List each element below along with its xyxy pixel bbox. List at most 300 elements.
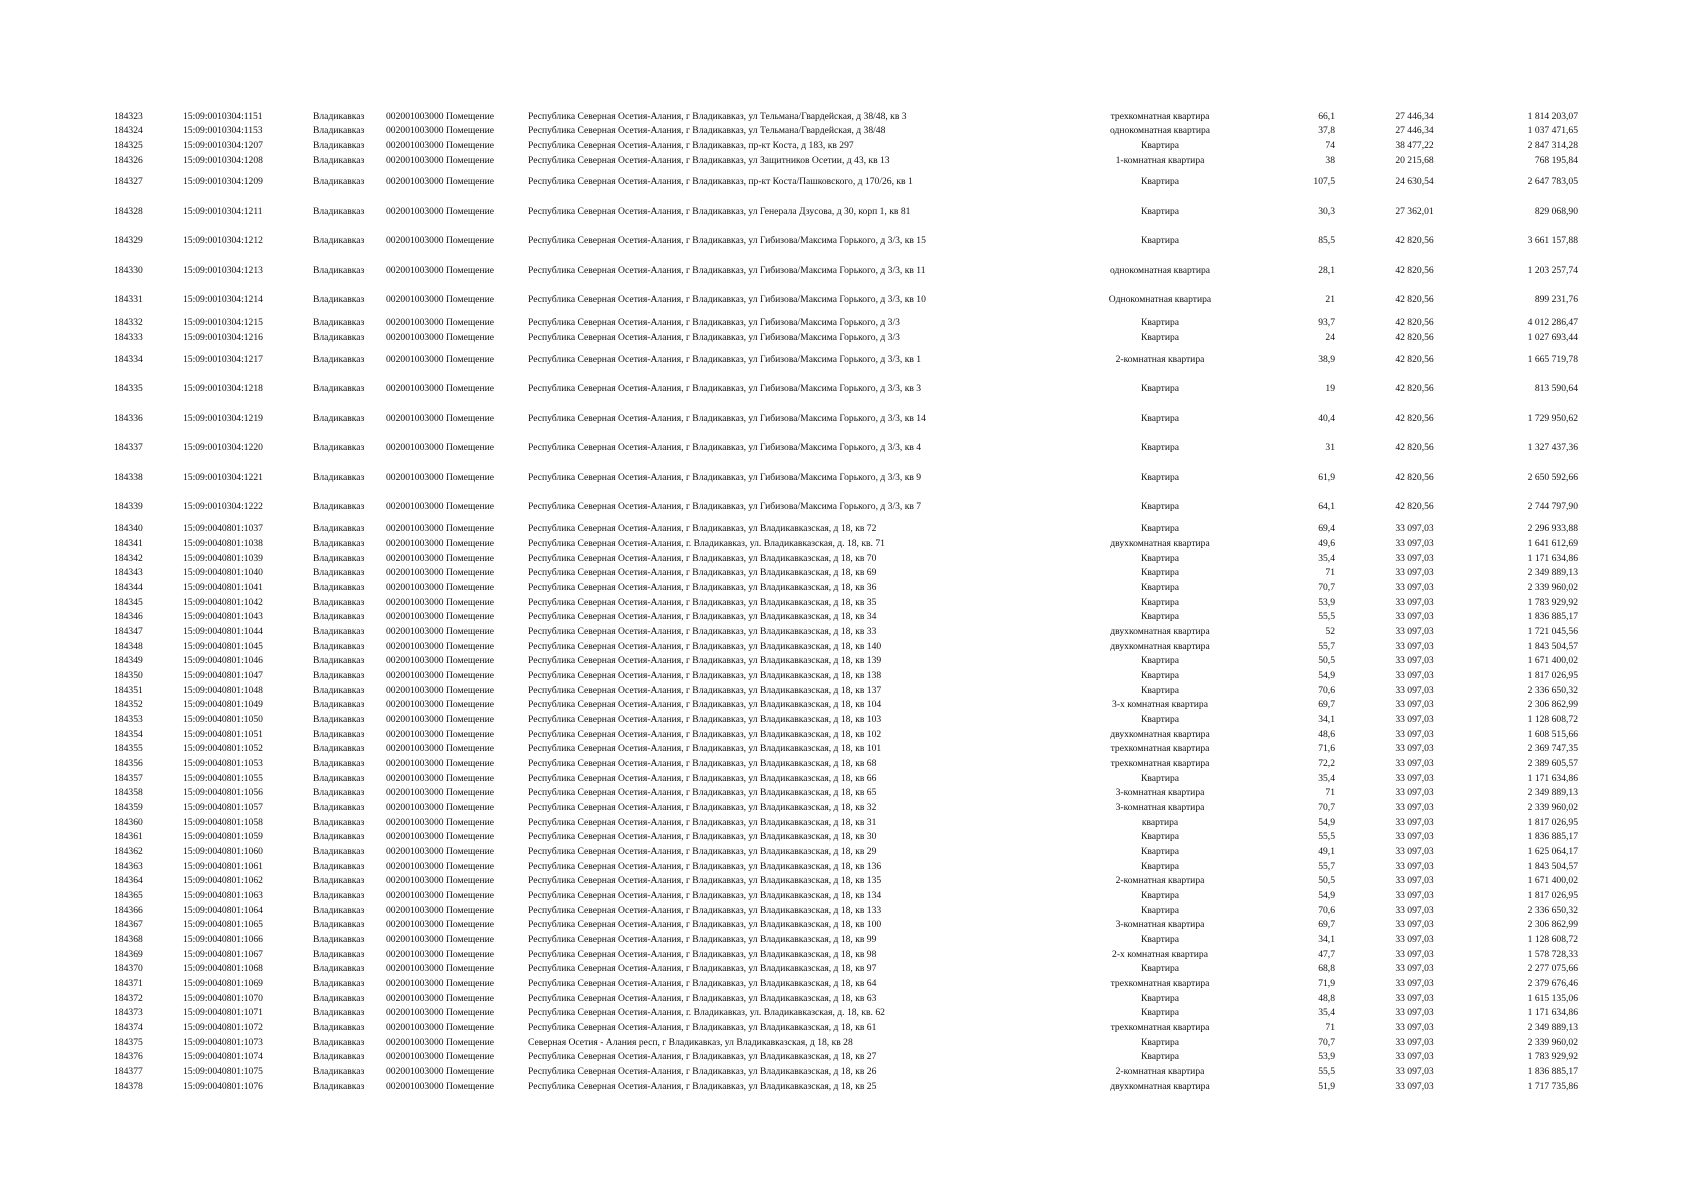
cell-area: 53,9 — [1318, 597, 1335, 608]
cell-city: Владикавказ — [313, 140, 365, 151]
table-row — [0, 918, 1697, 932]
cell-cadastral-cost: 1 171 634,86 — [1527, 773, 1578, 784]
cell-city: Владикавказ — [313, 978, 365, 989]
table-row — [0, 471, 1697, 485]
cell-cadastral-number: 15:09:0040801:1066 — [183, 934, 263, 945]
cell-cadastral-number: 15:09:0040801:1046 — [183, 655, 263, 666]
cell-cadastral-cost: 2 339 960,02 — [1527, 1037, 1578, 1048]
cell-city: Владикавказ — [313, 413, 365, 424]
cell-address: Республика Северная Осетия-Алания, г Владикавказ, ул Владикавказская, д 18, кв 135 — [528, 875, 882, 886]
table-row — [0, 1050, 1697, 1064]
cell-object-type: Квартира — [1140, 413, 1180, 424]
cell-city: Владикавказ — [313, 699, 365, 710]
cell-row-id: 184331 — [114, 294, 143, 305]
cell-address: Республика Северная Осетия-Алания, г Владикавказ, ул Гибизова/Максима Горького, д 3/3, кв 1 — [528, 354, 922, 365]
cell-address: Республика Северная Осетия-Алания, г Владикавказ, ул Владикавказская, д 18, кв 26 — [528, 1066, 877, 1077]
cell-row-id: 184336 — [114, 413, 143, 424]
cell-object-type: Квартира — [1140, 523, 1180, 534]
cell-row-id: 184363 — [114, 861, 143, 872]
cell-address: Республика Северная Осетия-Алания, г Владикавказ, ул Владикавказская, д 18, кв 140 — [528, 641, 882, 652]
cell-cadastral-number: 15:09:0010304:1209 — [183, 176, 263, 187]
cell-city: Владикавказ — [313, 265, 365, 276]
cell-address: Республика Северная Осетия-Алания, г Владикавказ, ул Владикавказская, д 18, кв 138 — [528, 670, 882, 681]
cell-cadastral-number: 15:09:0040801:1058 — [183, 817, 263, 828]
cell-object-type: двухкомнатная квартира — [1110, 538, 1210, 549]
cell-object-code: 002001003000 Помещение — [386, 626, 495, 637]
cell-row-id: 184358 — [114, 787, 143, 798]
cell-unit-price: 27 446,34 — [1395, 111, 1434, 122]
cell-object-type: Квартира — [1140, 206, 1180, 217]
cell-city: Владикавказ — [313, 919, 365, 930]
cell-unit-price: 33 097,03 — [1395, 538, 1434, 549]
cell-row-id: 184328 — [114, 206, 143, 217]
cell-unit-price: 33 097,03 — [1395, 523, 1434, 534]
cell-address: Республика Северная Осетия-Алания, г Владикавказ, ул Владикавказская, д 18, кв 137 — [528, 685, 882, 696]
cell-object-code: 002001003000 Помещение — [386, 442, 495, 453]
cell-row-id: 184370 — [114, 963, 143, 974]
cell-cadastral-cost: 1 615 135,06 — [1527, 993, 1578, 1004]
table-row — [0, 889, 1697, 903]
cell-unit-price: 33 097,03 — [1395, 846, 1434, 857]
table-row — [0, 640, 1697, 654]
cell-object-code: 002001003000 Помещение — [386, 802, 495, 813]
cell-cadastral-cost: 2 349 889,13 — [1527, 1022, 1578, 1033]
table-row — [0, 566, 1697, 580]
cell-city: Владикавказ — [313, 111, 365, 122]
cell-row-id: 184347 — [114, 626, 143, 637]
cell-unit-price: 33 097,03 — [1395, 758, 1434, 769]
cell-address: Республика Северная Осетия-Алания, г Владикавказ, ул Гибизова/Максима Горького, д 3/3, кв 15 — [528, 235, 926, 246]
cell-address: Республика Северная Осетия-Алания, г Владикавказ, ул Гибизова/Максима Горького, д 3/3, кв 11 — [528, 265, 926, 276]
cell-object-code: 002001003000 Помещение — [386, 176, 495, 187]
cell-cadastral-number: 15:09:0040801:1064 — [183, 905, 263, 916]
table-row — [0, 904, 1697, 918]
cell-unit-price: 33 097,03 — [1395, 963, 1434, 974]
cell-city: Владикавказ — [313, 787, 365, 798]
cell-row-id: 184371 — [114, 978, 143, 989]
cell-address: Республика Северная Осетия-Алания, г Владикавказ, ул Гибизова/Максима Горького, д 3/3, кв 14 — [528, 413, 926, 424]
cell-object-type: Квартира — [1140, 176, 1180, 187]
cell-cadastral-number: 15:09:0040801:1044 — [183, 626, 263, 637]
cell-row-id: 184364 — [114, 875, 143, 886]
cell-row-id: 184335 — [114, 383, 143, 394]
cell-object-type: 3-комнатная квартира — [1115, 919, 1205, 930]
table-row — [0, 698, 1697, 712]
cell-area: 50,5 — [1318, 655, 1335, 666]
cell-object-type: Квартира — [1140, 317, 1180, 328]
cell-address: Республика Северная Осетия-Алания, г. Владикавказ, ул. Владикавказская, д. 18, кв. 62 — [528, 1007, 885, 1018]
cell-unit-price: 38 477,22 — [1395, 140, 1434, 151]
table-row — [0, 992, 1697, 1006]
cell-area: 70,7 — [1318, 802, 1335, 813]
cell-cadastral-cost: 1 817 026,95 — [1527, 670, 1578, 681]
cell-unit-price: 33 097,03 — [1395, 626, 1434, 637]
cell-city: Владикавказ — [313, 817, 365, 828]
cell-cadastral-cost: 2 339 960,02 — [1527, 802, 1578, 813]
cell-address: Республика Северная Осетия-Алания, г. Владикавказ, ул. Владикавказская, д. 18, кв. 71 — [528, 538, 885, 549]
cell-area: 70,6 — [1318, 905, 1335, 916]
table-row — [0, 316, 1697, 330]
table-row — [0, 139, 1697, 153]
cell-address: Республика Северная Осетия-Алания, г Владикавказ, ул Гибизова/Максима Горького, д 3/3 — [528, 317, 900, 328]
table-row — [0, 175, 1697, 189]
cell-object-code: 002001003000 Помещение — [386, 332, 495, 343]
cell-row-id: 184355 — [114, 743, 143, 754]
table-row — [0, 654, 1697, 668]
cell-cadastral-cost: 2 336 650,32 — [1527, 685, 1578, 696]
cell-area: 71 — [1325, 1022, 1335, 1033]
cell-object-type: Квартира — [1140, 332, 1180, 343]
cell-unit-price: 42 820,56 — [1395, 294, 1434, 305]
cell-area: 74 — [1325, 140, 1335, 151]
cell-unit-price: 42 820,56 — [1395, 472, 1434, 483]
cell-object-code: 002001003000 Помещение — [386, 655, 495, 666]
cell-cadastral-cost: 2 277 075,66 — [1527, 963, 1578, 974]
cell-cadastral-number: 15:09:0010304:1214 — [183, 294, 263, 305]
cell-unit-price: 33 097,03 — [1395, 729, 1434, 740]
cell-unit-price: 42 820,56 — [1395, 354, 1434, 365]
cell-address: Республика Северная Осетия-Алания, г Владикавказ, ул Владикавказская, д 18, кв 63 — [528, 993, 877, 1004]
table-row — [0, 412, 1697, 426]
cell-city: Владикавказ — [313, 155, 365, 166]
cell-cadastral-number: 15:09:0040801:1047 — [183, 670, 263, 681]
cell-city: Владикавказ — [313, 1081, 365, 1092]
cell-cadastral-cost: 1 836 885,17 — [1527, 831, 1578, 842]
cell-object-type: Квартира — [1140, 773, 1180, 784]
cell-object-type: однокомнатная квартира — [1109, 265, 1211, 276]
cell-address: Республика Северная Осетия-Алания, г Владикавказ, ул Владикавказская, д 18, кв 104 — [528, 699, 882, 710]
cell-unit-price: 33 097,03 — [1395, 875, 1434, 886]
cell-row-id: 184343 — [114, 567, 143, 578]
cell-cadastral-cost: 1 641 612,69 — [1527, 538, 1578, 549]
cell-object-type: двухкомнатная квартира — [1110, 641, 1210, 652]
cell-cadastral-number: 15:09:0010304:1218 — [183, 383, 263, 394]
cell-area: 55,7 — [1318, 641, 1335, 652]
table-row — [0, 353, 1697, 367]
cell-cadastral-number: 15:09:0010304:1215 — [183, 317, 263, 328]
cell-row-id: 184326 — [114, 155, 143, 166]
table-row — [0, 154, 1697, 168]
cell-object-type: Квартира — [1140, 611, 1180, 622]
cell-row-id: 184325 — [114, 140, 143, 151]
cell-row-id: 184372 — [114, 993, 143, 1004]
cell-object-type: однокомнатная квартира — [1109, 125, 1211, 136]
cell-object-code: 002001003000 Помещение — [386, 831, 495, 842]
cell-object-type: Однокомнатная квартира — [1108, 294, 1212, 305]
cell-cadastral-number: 15:09:0040801:1057 — [183, 802, 263, 813]
cell-city: Владикавказ — [313, 802, 365, 813]
cell-object-type: Квартира — [1140, 685, 1180, 696]
table-row — [0, 757, 1697, 771]
cell-cadastral-number: 15:09:0040801:1051 — [183, 729, 263, 740]
cell-city: Владикавказ — [313, 714, 365, 725]
cell-object-type: 3-х комнатная квартира — [1112, 699, 1208, 710]
cell-address: Республика Северная Осетия-Алания, г Владикавказ, ул Владикавказская, д 18, кв 66 — [528, 773, 877, 784]
table-row — [0, 1036, 1697, 1050]
cell-cadastral-cost: 2 389 605,57 — [1527, 758, 1578, 769]
cell-city: Владикавказ — [313, 655, 365, 666]
table-row — [0, 1065, 1697, 1079]
cell-area: 69,7 — [1318, 919, 1335, 930]
cell-cadastral-cost: 2 339 960,02 — [1527, 582, 1578, 593]
cell-object-code: 002001003000 Помещение — [386, 890, 495, 901]
table-row — [0, 977, 1697, 991]
cell-unit-price: 33 097,03 — [1395, 1066, 1434, 1077]
cell-object-type: Квартира — [1140, 1007, 1180, 1018]
cell-unit-price: 33 097,03 — [1395, 861, 1434, 872]
cell-area: 49,1 — [1318, 846, 1335, 857]
cell-address: Республика Северная Осетия-Алания, г Владикавказ, ул Гибизова/Максима Горького, д 3/3, кв 10 — [528, 294, 926, 305]
cell-object-code: 002001003000 Помещение — [386, 383, 495, 394]
cell-object-code: 002001003000 Помещение — [386, 670, 495, 681]
cell-cadastral-number: 15:09:0040801:1068 — [183, 963, 263, 974]
cell-address: Республика Северная Осетия-Алания, г Владикавказ, пр-кт Коста/Пашковского, д 170/26, кв 1 — [528, 176, 913, 187]
cell-cadastral-number: 15:09:0010304:1219 — [183, 413, 263, 424]
table-row — [0, 816, 1697, 830]
cell-city: Владикавказ — [313, 1051, 365, 1062]
cell-area: 30,3 — [1318, 206, 1335, 217]
cell-area: 48,8 — [1318, 993, 1335, 1004]
cell-address: Республика Северная Осетия-Алания, г Владикавказ, ул Владикавказская, д 18, кв 69 — [528, 567, 877, 578]
cell-city: Владикавказ — [313, 383, 365, 394]
cell-cadastral-number: 15:09:0010304:1221 — [183, 472, 263, 483]
cell-address: Северная Осетия - Алания респ, г Владикавказ, ул Владикавказская, д 18, кв 28 — [528, 1037, 853, 1048]
cell-cadastral-cost: 1 836 885,17 — [1527, 611, 1578, 622]
cell-city: Владикавказ — [313, 597, 365, 608]
cell-row-id: 184351 — [114, 685, 143, 696]
cell-object-type: трехкомнатная квартира — [1110, 758, 1210, 769]
cell-address: Республика Северная Осетия-Алания, г Владикавказ, ул Гибизова/Максима Горького, д 3/3 — [528, 332, 900, 343]
table-row — [0, 110, 1697, 124]
cell-cadastral-cost: 1 814 203,07 — [1527, 111, 1578, 122]
cell-cadastral-number: 15:09:0010304:1220 — [183, 442, 263, 453]
cell-area: 93,7 — [1318, 317, 1335, 328]
cell-cadastral-cost: 2 349 889,13 — [1527, 787, 1578, 798]
cell-area: 21 — [1325, 294, 1335, 305]
cell-city: Владикавказ — [313, 861, 365, 872]
cell-cadastral-number: 15:09:0010304:1216 — [183, 332, 263, 343]
cell-object-code: 002001003000 Помещение — [386, 743, 495, 754]
cell-unit-price: 33 097,03 — [1395, 1007, 1434, 1018]
cell-cadastral-cost: 1 783 929,92 — [1527, 1051, 1578, 1062]
cell-area: 35,4 — [1318, 1007, 1335, 1018]
cell-cadastral-number: 15:09:0040801:1052 — [183, 743, 263, 754]
cell-city: Владикавказ — [313, 905, 365, 916]
cell-cadastral-cost: 899 231,76 — [1534, 294, 1578, 305]
cell-row-id: 184354 — [114, 729, 143, 740]
cell-cadastral-number: 15:09:0010304:1217 — [183, 354, 263, 365]
cell-cadastral-cost: 1 721 045,56 — [1527, 626, 1578, 637]
table-row — [0, 293, 1697, 307]
cell-cadastral-cost: 1 171 634,86 — [1527, 1007, 1578, 1018]
cell-city: Владикавказ — [313, 758, 365, 769]
cell-object-code: 002001003000 Помещение — [386, 1081, 495, 1092]
cell-address: Республика Северная Осетия-Алания, г Владикавказ, ул Владикавказская, д 18, кв 100 — [528, 919, 882, 930]
table-row — [0, 205, 1697, 219]
cell-unit-price: 33 097,03 — [1395, 817, 1434, 828]
cell-object-code: 002001003000 Помещение — [386, 978, 495, 989]
cell-cadastral-number: 15:09:0040801:1048 — [183, 685, 263, 696]
cell-object-type: Квартира — [1140, 890, 1180, 901]
cell-cadastral-number: 15:09:0040801:1053 — [183, 758, 263, 769]
table-row — [0, 669, 1697, 683]
cell-object-type: 2-комнатная квартира — [1115, 1066, 1205, 1077]
cell-address: Республика Северная Осетия-Алания, г Владикавказ, ул Гибизова/Максима Горького, д 3/3, кв 4 — [528, 442, 922, 453]
cell-unit-price: 42 820,56 — [1395, 332, 1434, 343]
cell-city: Владикавказ — [313, 354, 365, 365]
table-row — [0, 234, 1697, 248]
cell-area: 55,5 — [1318, 611, 1335, 622]
cell-cadastral-cost: 1 836 885,17 — [1527, 1066, 1578, 1077]
cell-unit-price: 33 097,03 — [1395, 1022, 1434, 1033]
table-row — [0, 124, 1697, 138]
cell-address: Республика Северная Осетия-Алания, г Владикавказ, ул Владикавказская, д 18, кв 139 — [528, 655, 882, 666]
table-row — [0, 874, 1697, 888]
cell-row-id: 184344 — [114, 582, 143, 593]
table-row — [0, 331, 1697, 345]
cell-object-code: 002001003000 Помещение — [386, 567, 495, 578]
cell-city: Владикавказ — [313, 685, 365, 696]
cell-area: 71 — [1325, 787, 1335, 798]
cell-address: Республика Северная Осетия-Алания, г Владикавказ, ул Защитников Осетии, д 43, кв 13 — [528, 155, 890, 166]
cell-object-type: Квартира — [1140, 934, 1180, 945]
cell-city: Владикавказ — [313, 611, 365, 622]
cell-city: Владикавказ — [313, 729, 365, 740]
cell-area: 35,4 — [1318, 773, 1335, 784]
cell-city: Владикавказ — [313, 993, 365, 1004]
cell-cadastral-cost: 1 327 437,36 — [1527, 442, 1578, 453]
cell-object-type: 1-комнатная квартира — [1115, 155, 1205, 166]
cell-cadastral-number: 15:09:0040801:1059 — [183, 831, 263, 842]
cell-area: 85,5 — [1318, 235, 1335, 246]
cell-cadastral-number: 15:09:0040801:1039 — [183, 553, 263, 564]
cell-row-id: 184329 — [114, 235, 143, 246]
cell-cadastral-number: 15:09:0040801:1070 — [183, 993, 263, 1004]
cell-object-code: 002001003000 Помещение — [386, 1007, 495, 1018]
cell-object-code: 002001003000 Помещение — [386, 354, 495, 365]
cell-area: 24 — [1325, 332, 1335, 343]
cell-city: Владикавказ — [313, 1007, 365, 1018]
cell-row-id: 184368 — [114, 934, 143, 945]
cell-area: 50,5 — [1318, 875, 1335, 886]
cell-object-type: Квартира — [1140, 1037, 1180, 1048]
cell-area: 51,9 — [1318, 1081, 1335, 1092]
cell-unit-price: 33 097,03 — [1395, 1037, 1434, 1048]
cell-object-type: Квартира — [1140, 553, 1180, 564]
cell-object-code: 002001003000 Помещение — [386, 523, 495, 534]
cell-object-code: 002001003000 Помещение — [386, 317, 495, 328]
cell-object-code: 002001003000 Помещение — [386, 472, 495, 483]
cell-address: Республика Северная Осетия-Алания, г Владикавказ, ул Генерала Дзусова, д 30, корп 1, кв 81 — [528, 206, 911, 217]
cell-object-code: 002001003000 Помещение — [386, 1066, 495, 1077]
table-row — [0, 1080, 1697, 1094]
cell-area: 19 — [1325, 383, 1335, 394]
cell-cadastral-cost: 813 590,64 — [1534, 383, 1578, 394]
cell-address: Республика Северная Осетия-Алания, г Владикавказ, ул Владикавказская, д 18, кв 133 — [528, 905, 882, 916]
cell-cadastral-cost: 2 847 314,28 — [1527, 140, 1578, 151]
cell-city: Владикавказ — [313, 176, 365, 187]
cell-area: 71,9 — [1318, 978, 1335, 989]
table-row — [0, 552, 1697, 566]
table-row — [0, 522, 1697, 536]
table-row — [0, 625, 1697, 639]
cell-object-type: 3-комнатная квартира — [1115, 802, 1205, 813]
table-row — [0, 962, 1697, 976]
cell-area: 107,5 — [1313, 176, 1335, 187]
cell-row-id: 184330 — [114, 265, 143, 276]
cell-object-code: 002001003000 Помещение — [386, 611, 495, 622]
cell-area: 54,9 — [1318, 670, 1335, 681]
cell-city: Владикавказ — [313, 567, 365, 578]
cell-city: Владикавказ — [313, 553, 365, 564]
cell-object-type: Квартира — [1140, 597, 1180, 608]
cell-cadastral-number: 15:09:0040801:1063 — [183, 890, 263, 901]
cell-unit-price: 33 097,03 — [1395, 787, 1434, 798]
cell-object-code: 002001003000 Помещение — [386, 235, 495, 246]
cell-object-code: 002001003000 Помещение — [386, 905, 495, 916]
cell-cadastral-number: 15:09:0040801:1050 — [183, 714, 263, 725]
cell-object-code: 002001003000 Помещение — [386, 125, 495, 136]
cell-cadastral-number: 15:09:0040801:1075 — [183, 1066, 263, 1077]
cell-address: Республика Северная Осетия-Алания, г Владикавказ, ул Владикавказская, д 18, кв 36 — [528, 582, 877, 593]
cell-address: Республика Северная Осетия-Алания, г Владикавказ, ул Тельмана/Гвардейская, д 38/48 — [528, 125, 886, 136]
table-row — [0, 1006, 1697, 1020]
cell-object-code: 002001003000 Помещение — [386, 729, 495, 740]
cell-city: Владикавказ — [313, 523, 365, 534]
cell-object-code: 002001003000 Помещение — [386, 934, 495, 945]
cell-object-code: 002001003000 Помещение — [386, 963, 495, 974]
cell-row-id: 184365 — [114, 890, 143, 901]
cell-cadastral-number: 15:09:0040801:1073 — [183, 1037, 263, 1048]
cell-city: Владикавказ — [313, 934, 365, 945]
cell-row-id: 184348 — [114, 641, 143, 652]
cell-area: 70,6 — [1318, 685, 1335, 696]
cell-row-id: 184327 — [114, 176, 143, 187]
cell-unit-price: 33 097,03 — [1395, 919, 1434, 930]
cell-row-id: 184337 — [114, 442, 143, 453]
cell-cadastral-cost: 1 625 064,17 — [1527, 846, 1578, 857]
cell-unit-price: 33 097,03 — [1395, 831, 1434, 842]
cell-object-type: трехкомнатная квартира — [1110, 978, 1210, 989]
cell-cadastral-cost: 2 336 650,32 — [1527, 905, 1578, 916]
cell-row-id: 184352 — [114, 699, 143, 710]
cell-row-id: 184338 — [114, 472, 143, 483]
cell-area: 55,7 — [1318, 861, 1335, 872]
cell-object-code: 002001003000 Помещение — [386, 538, 495, 549]
cell-address: Республика Северная Осетия-Алания, г Владикавказ, ул Владикавказская, д 18, кв 27 — [528, 1051, 877, 1062]
table-row — [0, 713, 1697, 727]
cell-object-type: 2-комнатная квартира — [1115, 354, 1205, 365]
cell-area: 48,6 — [1318, 729, 1335, 740]
table-row — [0, 500, 1697, 514]
cell-area: 49,6 — [1318, 538, 1335, 549]
cell-row-id: 184366 — [114, 905, 143, 916]
cell-object-type: Квартира — [1140, 861, 1180, 872]
cell-row-id: 184333 — [114, 332, 143, 343]
table-row — [0, 772, 1697, 786]
cell-object-type: Квартира — [1140, 714, 1180, 725]
cell-object-code: 002001003000 Помещение — [386, 1051, 495, 1062]
cell-address: Республика Северная Осетия-Алания, г Владикавказ, ул Владикавказская, д 18, кв 101 — [528, 743, 882, 754]
cell-address: Республика Северная Осетия-Алания, г Владикавказ, ул Владикавказская, д 18, кв 72 — [528, 523, 877, 534]
cell-area: 34,1 — [1318, 714, 1335, 725]
cell-object-code: 002001003000 Помещение — [386, 861, 495, 872]
cell-object-type: Квартира — [1140, 235, 1180, 246]
cell-object-code: 002001003000 Помещение — [386, 641, 495, 652]
cell-city: Владикавказ — [313, 875, 365, 886]
cell-city: Владикавказ — [313, 472, 365, 483]
cell-object-code: 002001003000 Помещение — [386, 919, 495, 930]
